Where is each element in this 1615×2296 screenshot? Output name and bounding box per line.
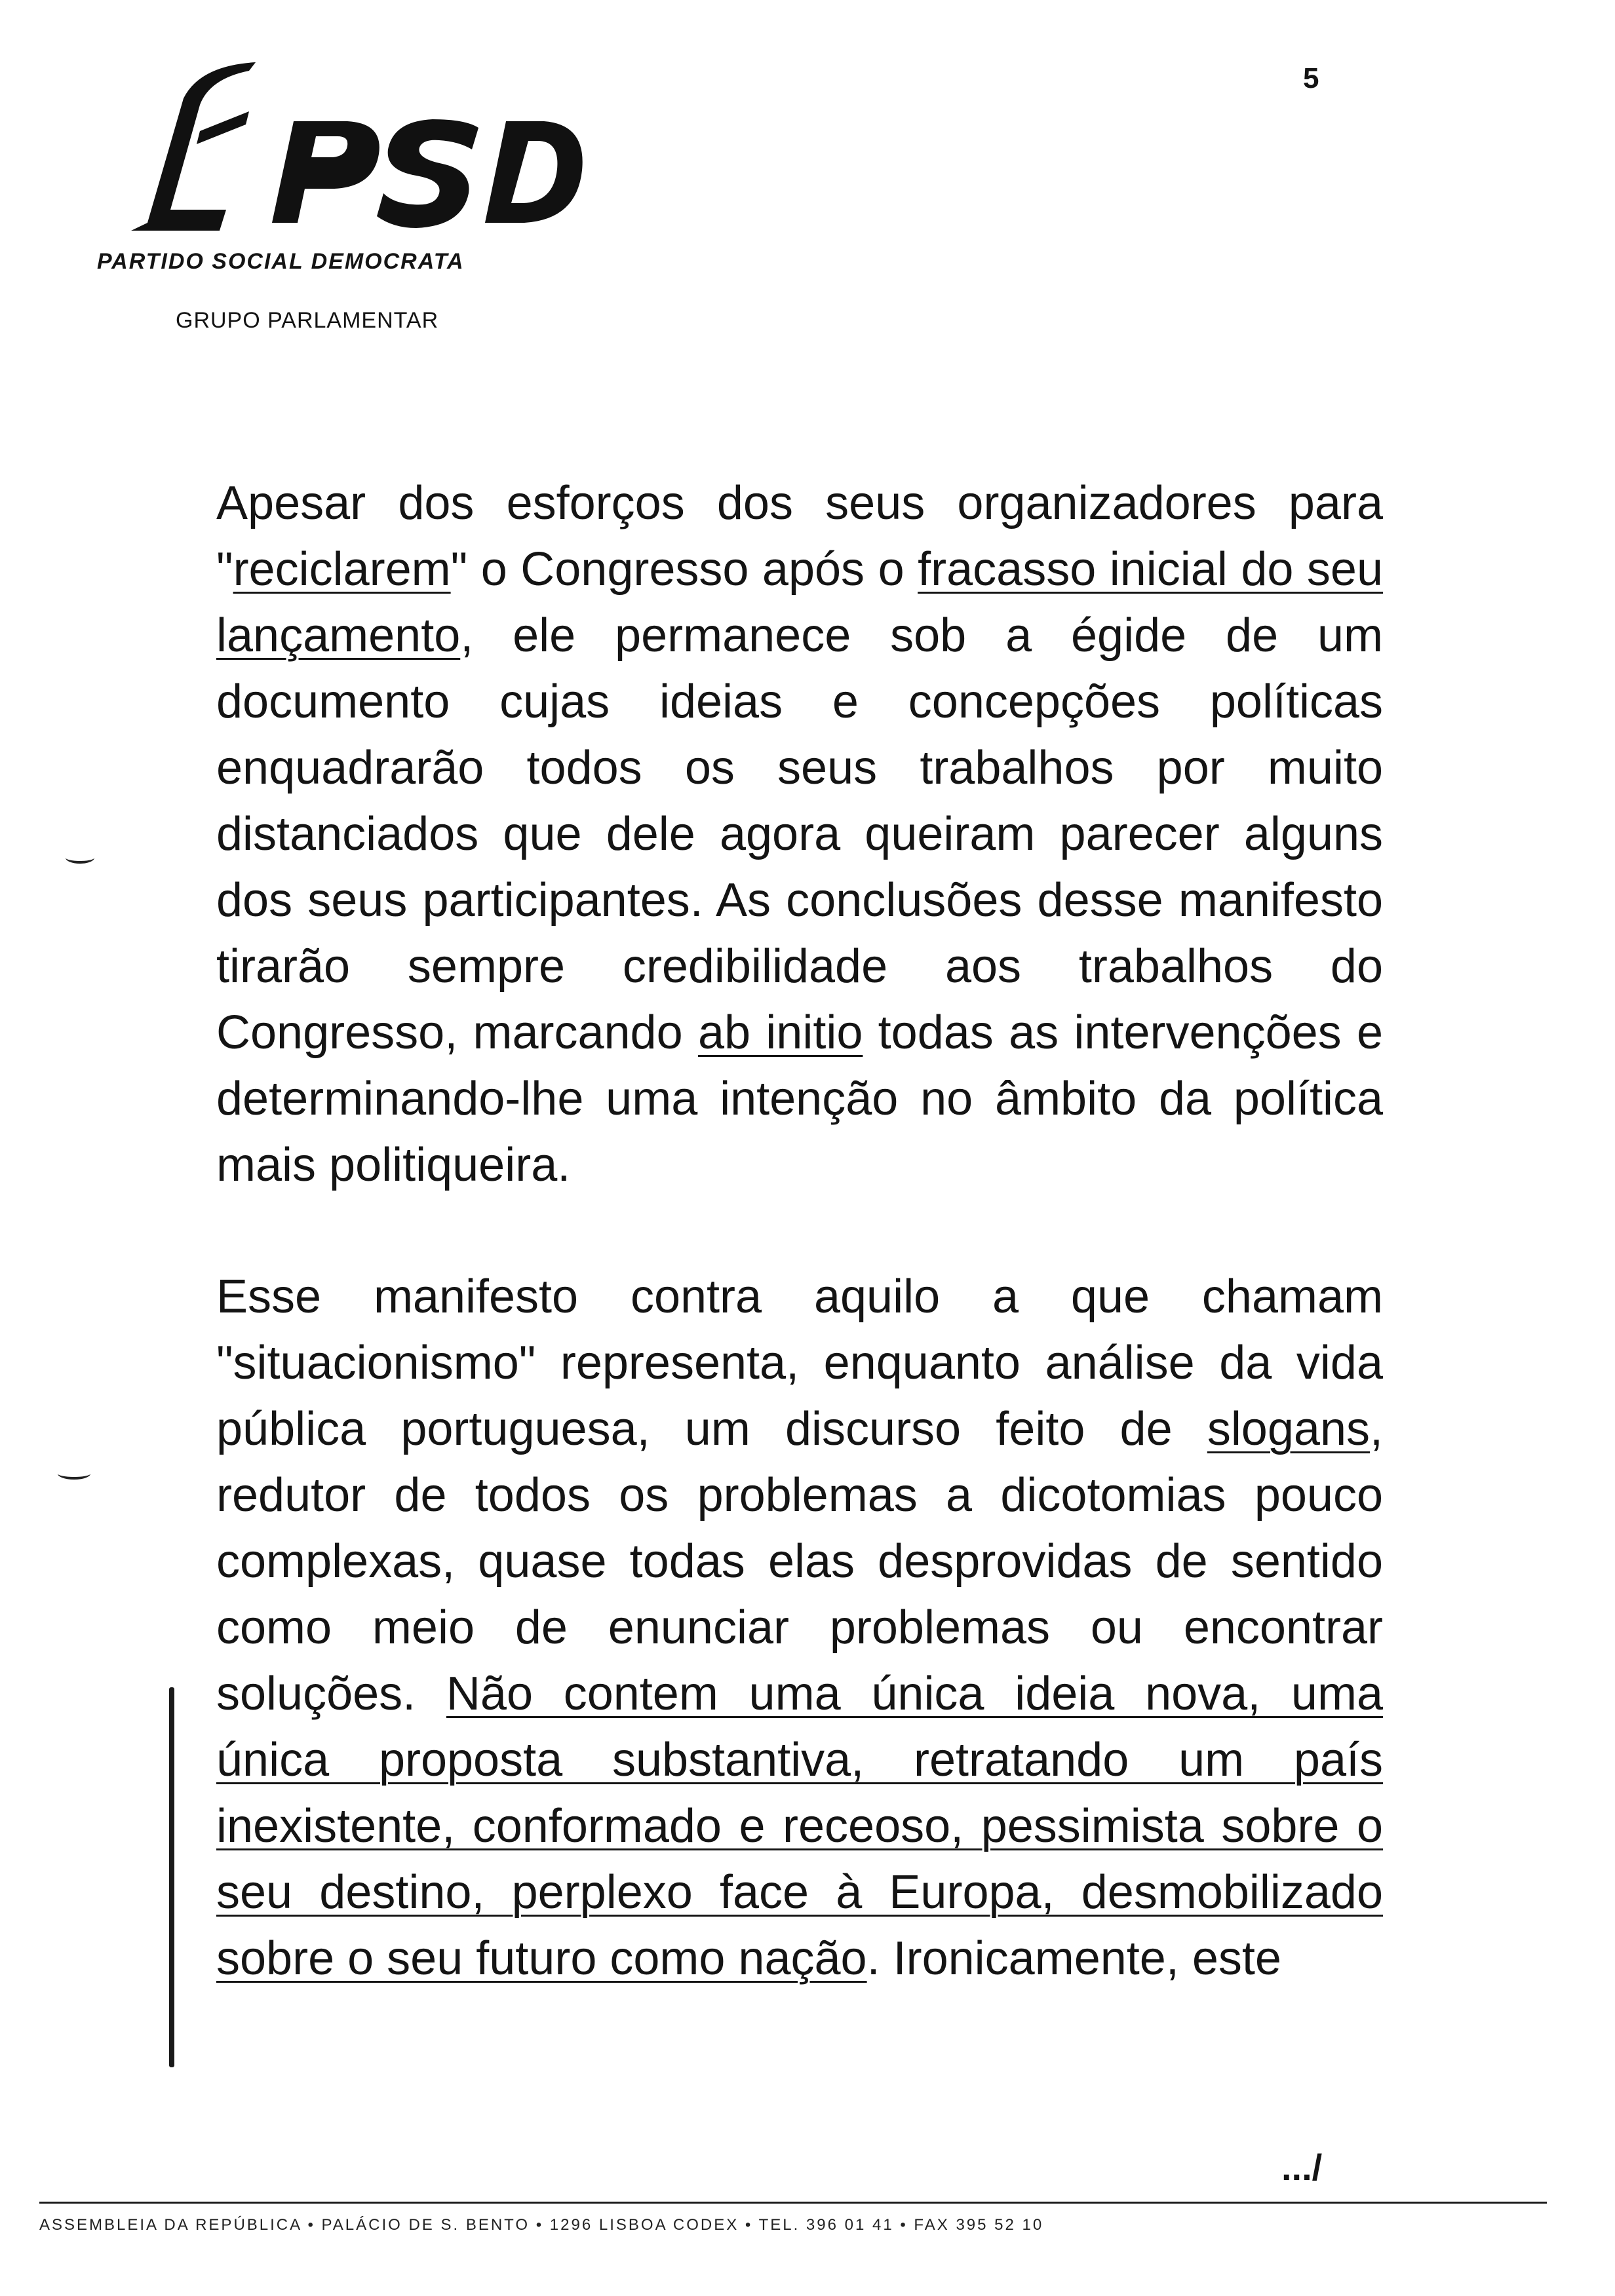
party-name: PARTIDO SOCIAL DEMOCRATA: [97, 249, 465, 274]
paragraph-2-text-3: . Ironicamente, este: [866, 1932, 1281, 1985]
paragraph-1-text-3: , ele permanece sob a égide de um documento cujas ideias e concepções políticas enquadrarão todos os seus trabalhos por muito distanciados que dele agora queiram parecer alguns dos seus participantes. As conclusões desse manifesto tirarão sempre credibilidade aos trabalhos do Congresso, marcando: [216, 609, 1383, 1059]
letter-body: [216, 470, 1383, 2057]
paragraph-2-underlined-1: slogans: [1207, 1403, 1370, 1455]
scan-mark: [58, 1468, 90, 1480]
margin-annotation-bar: [169, 1687, 174, 2067]
group-name: GRUPO PARLAMENTAR: [176, 308, 439, 333]
paragraph-2-text-2: , redutor de todos os problemas a dicotomias pouco complexas, quase todas elas desprovidas de sentido como meio de enunciar problemas ou encontrar soluções.: [216, 1403, 1383, 1720]
paragraph-1-text-4: todas as intervenções e determinando-lhe uma intenção no âmbito da política mais politiqueira.: [216, 1006, 1383, 1191]
continuation-mark: .../: [1281, 2147, 1323, 2188]
page-number: 5: [1303, 62, 1319, 94]
scan-mark: [66, 852, 94, 864]
footer-rule: [39, 2202, 1547, 2204]
paragraph-1: [216, 470, 1383, 1198]
paragraph-2-text-1: Esse manifesto contra aquilo a que chamam "situacionismo" representa, enquanto análise da vida pública portuguesa, um discurso feito de: [216, 1271, 1383, 1455]
paragraph-2-underlined-2: Não contem uma única ideia nova, uma única proposta substantiva, retratando um país inexistente, conformado e receoso, pessimista sobre o seu destino, perplexo face à Europa, desmobilizado sobre o seu futuro como nação: [216, 1668, 1383, 1985]
footer-address: ASSEMBLEIA DA REPÚBLICA • PALÁCIO DE S. BENTO • 1296 LISBOA CODEX • TEL. 396 01 41 • FAX 395 52 10: [39, 2216, 1044, 2234]
psd-emblem-icon: [85, 59, 590, 256]
paragraph-1-text-2: " o Congresso após o: [450, 543, 918, 596]
paragraph-1-text-1: Apesar dos esforços dos seus organizadores para ": [216, 477, 1383, 596]
paragraph-1-underlined-2: fracasso inicial do seu lançamento: [216, 543, 1383, 662]
paragraph-1-underlined-3: ab initio: [697, 1006, 863, 1059]
paragraph-2: [216, 1264, 1383, 1992]
paragraph-1-underlined-1: reciclarem: [233, 543, 451, 596]
psd-logo: [85, 59, 590, 256]
